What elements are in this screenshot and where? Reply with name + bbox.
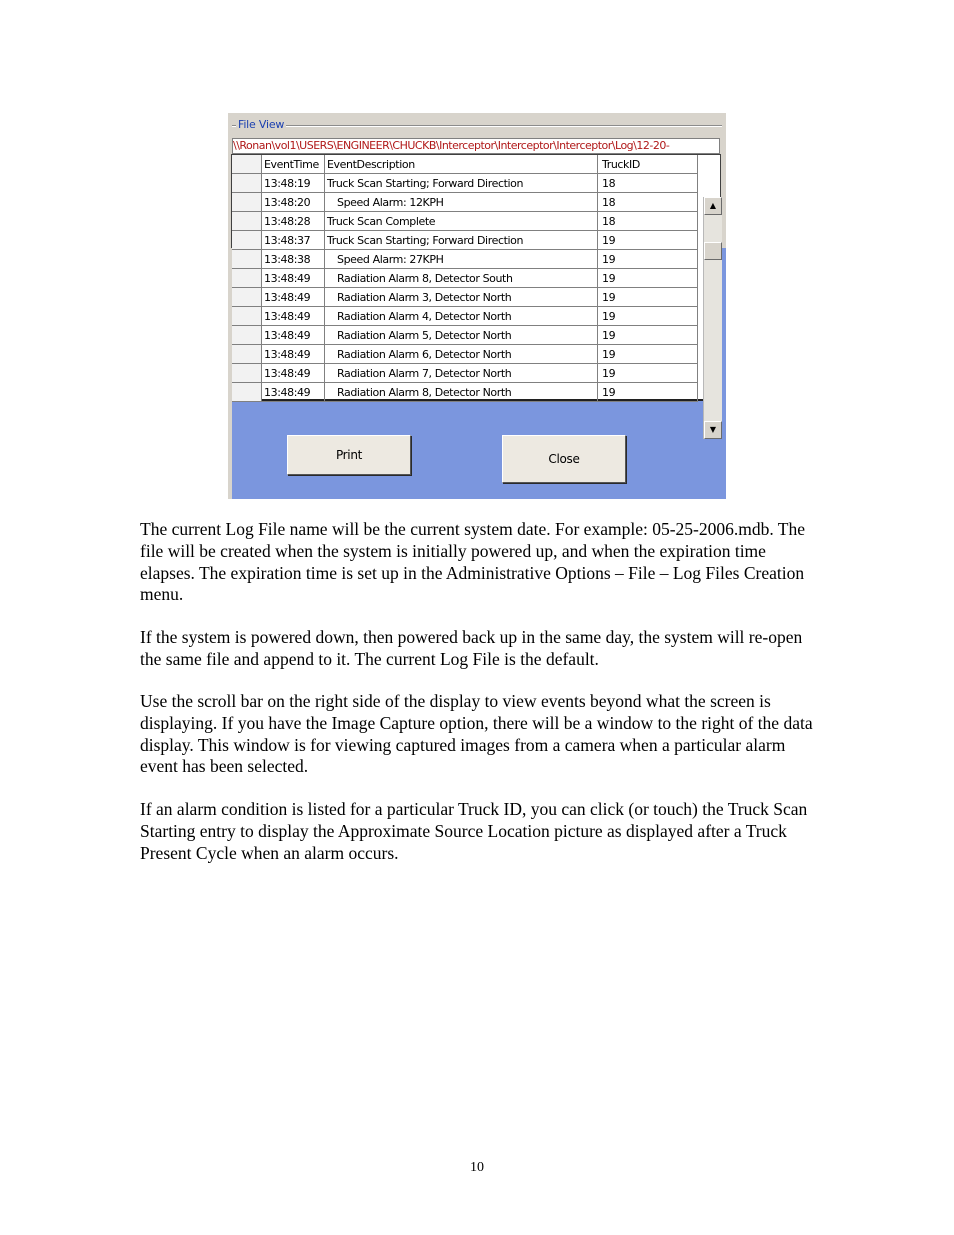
cell-truck-id: 18: [598, 174, 698, 193]
cell-event-time: 13:48:28: [262, 212, 325, 231]
cell-event-description: Radiation Alarm 3, Detector North: [325, 288, 598, 307]
cell-event-time: 13:48:49: [262, 364, 325, 383]
cell-truck-id: 19: [598, 383, 698, 402]
panel-left-edge: [228, 248, 232, 499]
table-row[interactable]: [232, 364, 698, 383]
cell-event-description: Speed Alarm: 27KPH: [325, 250, 598, 269]
log-table: [232, 155, 698, 402]
row-selector[interactable]: [232, 174, 262, 193]
paragraph-log-file-name: The current Log File name will be the current system date. For example: 05-25-2006.mdb. The file will be created when the system is initially powered up, and when the expiration time elapses. The expiration time is set up in the Administrative Options – File – Log Files Creation menu.: [140, 519, 805, 605]
cell-truck-id: 19: [598, 345, 698, 364]
cell-event-time: 13:48:49: [262, 383, 325, 402]
cell-event-description: Truck Scan Complete: [325, 212, 598, 231]
log-grid[interactable]: [231, 154, 721, 434]
row-selector[interactable]: [232, 345, 262, 364]
cell-truck-id: 19: [598, 364, 698, 383]
cell-truck-id: 19: [598, 250, 698, 269]
table-row[interactable]: [232, 288, 698, 307]
cell-event-time: 13:48:49: [262, 307, 325, 326]
cell-event-time: 13:48:49: [262, 345, 325, 364]
cell-truck-id: 19: [598, 326, 698, 345]
cell-event-description: Radiation Alarm 7, Detector North: [325, 364, 598, 383]
cell-event-time: 13:48:49: [262, 288, 325, 307]
groupbox-title: File View: [238, 118, 285, 131]
cell-event-time: 13:48:37: [262, 231, 325, 250]
cell-event-description: Radiation Alarm 8, Detector South: [325, 269, 598, 288]
cell-event-time: 13:48:49: [262, 326, 325, 345]
row-selector[interactable]: [232, 193, 262, 212]
cell-truck-id: 18: [598, 212, 698, 231]
paragraph-scroll-bar: Use the scroll bar on the right side of the display to view events beyond what the screen is displaying. If you have the Image Capture option, there will be a window to the right of the data display. This window is for viewing captured images from a camera when a particular alarm event has been selected.: [140, 691, 813, 777]
row-selector[interactable]: [232, 326, 262, 345]
table-row[interactable]: [232, 250, 698, 269]
table-row[interactable]: [232, 307, 698, 326]
table-row[interactable]: [232, 174, 698, 193]
column-header-eventtime[interactable]: EventTime: [262, 155, 325, 174]
cell-event-description: Radiation Alarm 6, Detector North: [325, 345, 598, 364]
cell-truck-id: 19: [598, 269, 698, 288]
row-selector[interactable]: [232, 250, 262, 269]
cell-event-description: Truck Scan Starting; Forward Direction: [325, 231, 598, 250]
cell-event-description: Radiation Alarm 8, Detector North: [325, 383, 598, 402]
row-selector[interactable]: [232, 364, 262, 383]
cell-event-description: Radiation Alarm 4, Detector North: [325, 307, 598, 326]
paragraph-power-cycle: If the system is powered down, then powered back up in the same day, the system will re-open the same file and append to it. The current Log File is the default.: [140, 627, 803, 669]
cell-truck-id: 19: [598, 231, 698, 250]
cell-event-description: Radiation Alarm 5, Detector North: [325, 326, 598, 345]
cell-event-time: 13:48:20: [262, 193, 325, 212]
groupbox-border: [232, 125, 722, 127]
print-button[interactable]: Print: [287, 435, 411, 475]
file-path-field[interactable]: \\Ronan\vol1\USERS\ENGINEER\CHUCKB\Interceptor\Interceptor\Interceptor\Log\12-20-: [232, 138, 720, 154]
cell-truck-id: 19: [598, 307, 698, 326]
page-number: 10: [470, 1160, 484, 1175]
row-selector[interactable]: [232, 307, 262, 326]
header-row: [232, 155, 698, 174]
arrow-up-icon[interactable]: ▲: [704, 197, 722, 215]
cell-event-time: 13:48:38: [262, 250, 325, 269]
table-row[interactable]: [232, 212, 698, 231]
cell-event-time: 13:48:49: [262, 269, 325, 288]
close-button[interactable]: Close: [502, 435, 626, 483]
table-row[interactable]: [232, 383, 698, 402]
arrow-down-icon[interactable]: ▼: [704, 421, 722, 439]
row-selector[interactable]: [232, 231, 262, 250]
paragraph-alarm-condition: If an alarm condition is listed for a particular Truck ID, you can click (or touch) the Truck Scan Starting entry to display the Approximate Source Location picture as displayed after a Truck Present Cycle when an alarm occurs.: [140, 799, 808, 863]
table-row[interactable]: [232, 193, 698, 212]
cell-truck-id: 19: [598, 288, 698, 307]
table-row[interactable]: [232, 345, 698, 364]
cell-event-description: Truck Scan Starting; Forward Direction: [325, 174, 598, 193]
cell-event-time: 13:48:19: [262, 174, 325, 193]
table-row[interactable]: [232, 269, 698, 288]
row-selector[interactable]: [232, 383, 262, 402]
row-selector[interactable]: [232, 212, 262, 231]
row-selector[interactable]: [232, 269, 262, 288]
row-selector-header: [232, 155, 262, 174]
vertical-scrollbar[interactable]: [703, 197, 722, 439]
row-selector[interactable]: [232, 288, 262, 307]
table-row[interactable]: [232, 326, 698, 345]
column-header-eventdescription[interactable]: EventDescription: [325, 155, 598, 174]
table-row[interactable]: [232, 231, 698, 250]
cell-event-description: Speed Alarm: 12KPH: [325, 193, 598, 212]
column-header-truckid[interactable]: TruckID: [598, 155, 698, 174]
file-view-screenshot: [228, 113, 726, 499]
cell-truck-id: 18: [598, 193, 698, 212]
scrollbar-thumb[interactable]: [704, 242, 722, 260]
